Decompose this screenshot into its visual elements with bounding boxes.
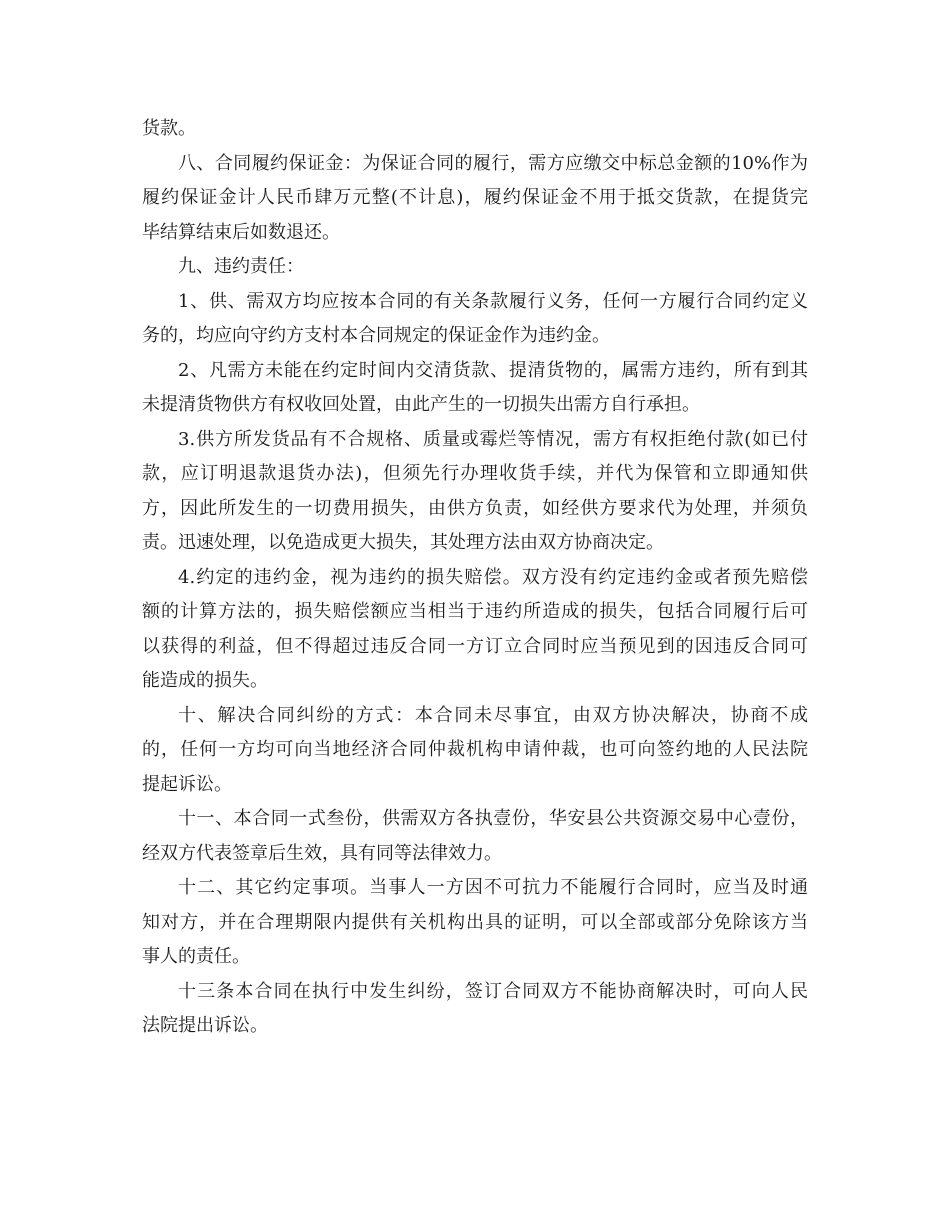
text-line: 十一、本合同一式叁份，供需双方各执壹份，华安县公共资源交易中心壹份， bbox=[178, 808, 808, 829]
paragraph-payment-end bbox=[142, 112, 808, 147]
text-line: 毕结算结束后如数退还。 bbox=[142, 221, 340, 243]
paragraph-breach-item-3 bbox=[142, 423, 808, 561]
text-line: 履约保证金计人民币肆万元整(不计息)，履约保证金不用于抵交货款，在提货完 bbox=[142, 187, 808, 208]
paragraph-copies bbox=[142, 802, 808, 871]
text-line: 能造成的损失。 bbox=[142, 670, 268, 691]
paragraph-force-majeure bbox=[142, 871, 808, 975]
paragraph-breach-item-4 bbox=[142, 561, 808, 699]
text-line: 经双方代表签章后生效，具有同等法律效力。 bbox=[142, 842, 502, 864]
text-line: 务的，均应向守约方支村本合同规定的保证金作为违约金。 bbox=[142, 325, 610, 346]
text-line: 十三条本合同在执行中发生纠纷，签订合同双方不能协商解决时，可向人民 bbox=[178, 980, 808, 1002]
text-line: 事人的责任。 bbox=[142, 946, 250, 967]
text-line: 2、凡需方未能在约定时间内交清货款、提清货物的，属需方违约，所有到其 bbox=[178, 359, 808, 381]
text-line: 十、解决合同纠纷的方式：本合同未尽事宜，由双方协决解决，协商不成 bbox=[178, 704, 808, 726]
text-line: 货款。 bbox=[142, 118, 196, 139]
paragraph-performance-bond bbox=[142, 147, 808, 251]
text-line: 3.供方所发货品有不合规格、质量或霉烂等情况，需方有权拒绝付款(如已付 bbox=[178, 428, 808, 450]
text-line: 十二、其它约定事项。当事人一方因不可抗力不能履行合同时，应当及时通 bbox=[178, 877, 808, 898]
text-line: 知对方，并在合理期限内提供有关机构出具的证明，可以全部或部分免除该方当 bbox=[142, 911, 808, 933]
text-line: 未提清货物供方有权收回处置，由此产生的一切损失出需方自行承担。 bbox=[142, 394, 700, 415]
text-line: 的，任何一方均可向当地经济合同仲裁机构申请仲裁，也可向签约地的人民法院 bbox=[142, 739, 808, 760]
text-line: 4.约定的违约金，视为违约的损失赔偿。双方没有约定违约金或者预先赔偿 bbox=[178, 566, 808, 588]
paragraph-litigation bbox=[142, 975, 808, 1044]
text-line: 九、违约责任： bbox=[178, 256, 304, 277]
text-line: 额的计算方法的，损失赔偿额应当相当于违约所造成的损失，包括合同履行后可 bbox=[142, 601, 808, 622]
text-line: 法院提出诉讼。 bbox=[142, 1015, 268, 1036]
document-body bbox=[142, 112, 808, 1044]
paragraph-breach-heading bbox=[142, 250, 808, 285]
text-line: 责。迅速处理，以免造成更大损失，其处理方法由双方协商决定。 bbox=[142, 532, 664, 553]
text-line: 提起诉讼。 bbox=[142, 773, 232, 795]
text-line: 以获得的利益，但不得超过违反合同一方订立合同时应当预见到的因违反合同可 bbox=[142, 635, 808, 657]
text-line: 款，应订明退款退货办法)，但须先行办理收货手续，并代为保管和立即通知供 bbox=[142, 463, 808, 484]
text-line: 八、合同履约保证金：为保证合同的履行，需方应缴交中标总金额的10%作为 bbox=[178, 152, 808, 174]
paragraph-dispute-resolution bbox=[142, 699, 808, 803]
paragraph-breach-item-1 bbox=[142, 285, 808, 354]
paragraph-breach-item-2 bbox=[142, 354, 808, 423]
text-line: 方，因此所发生的一切费用损失，由供方负责，如经供方要求代为处理，并须负 bbox=[142, 497, 808, 519]
text-line: 1、供、需双方均应按本合同的有关条款履行义务，任何一方履行合同约定义 bbox=[178, 290, 808, 312]
